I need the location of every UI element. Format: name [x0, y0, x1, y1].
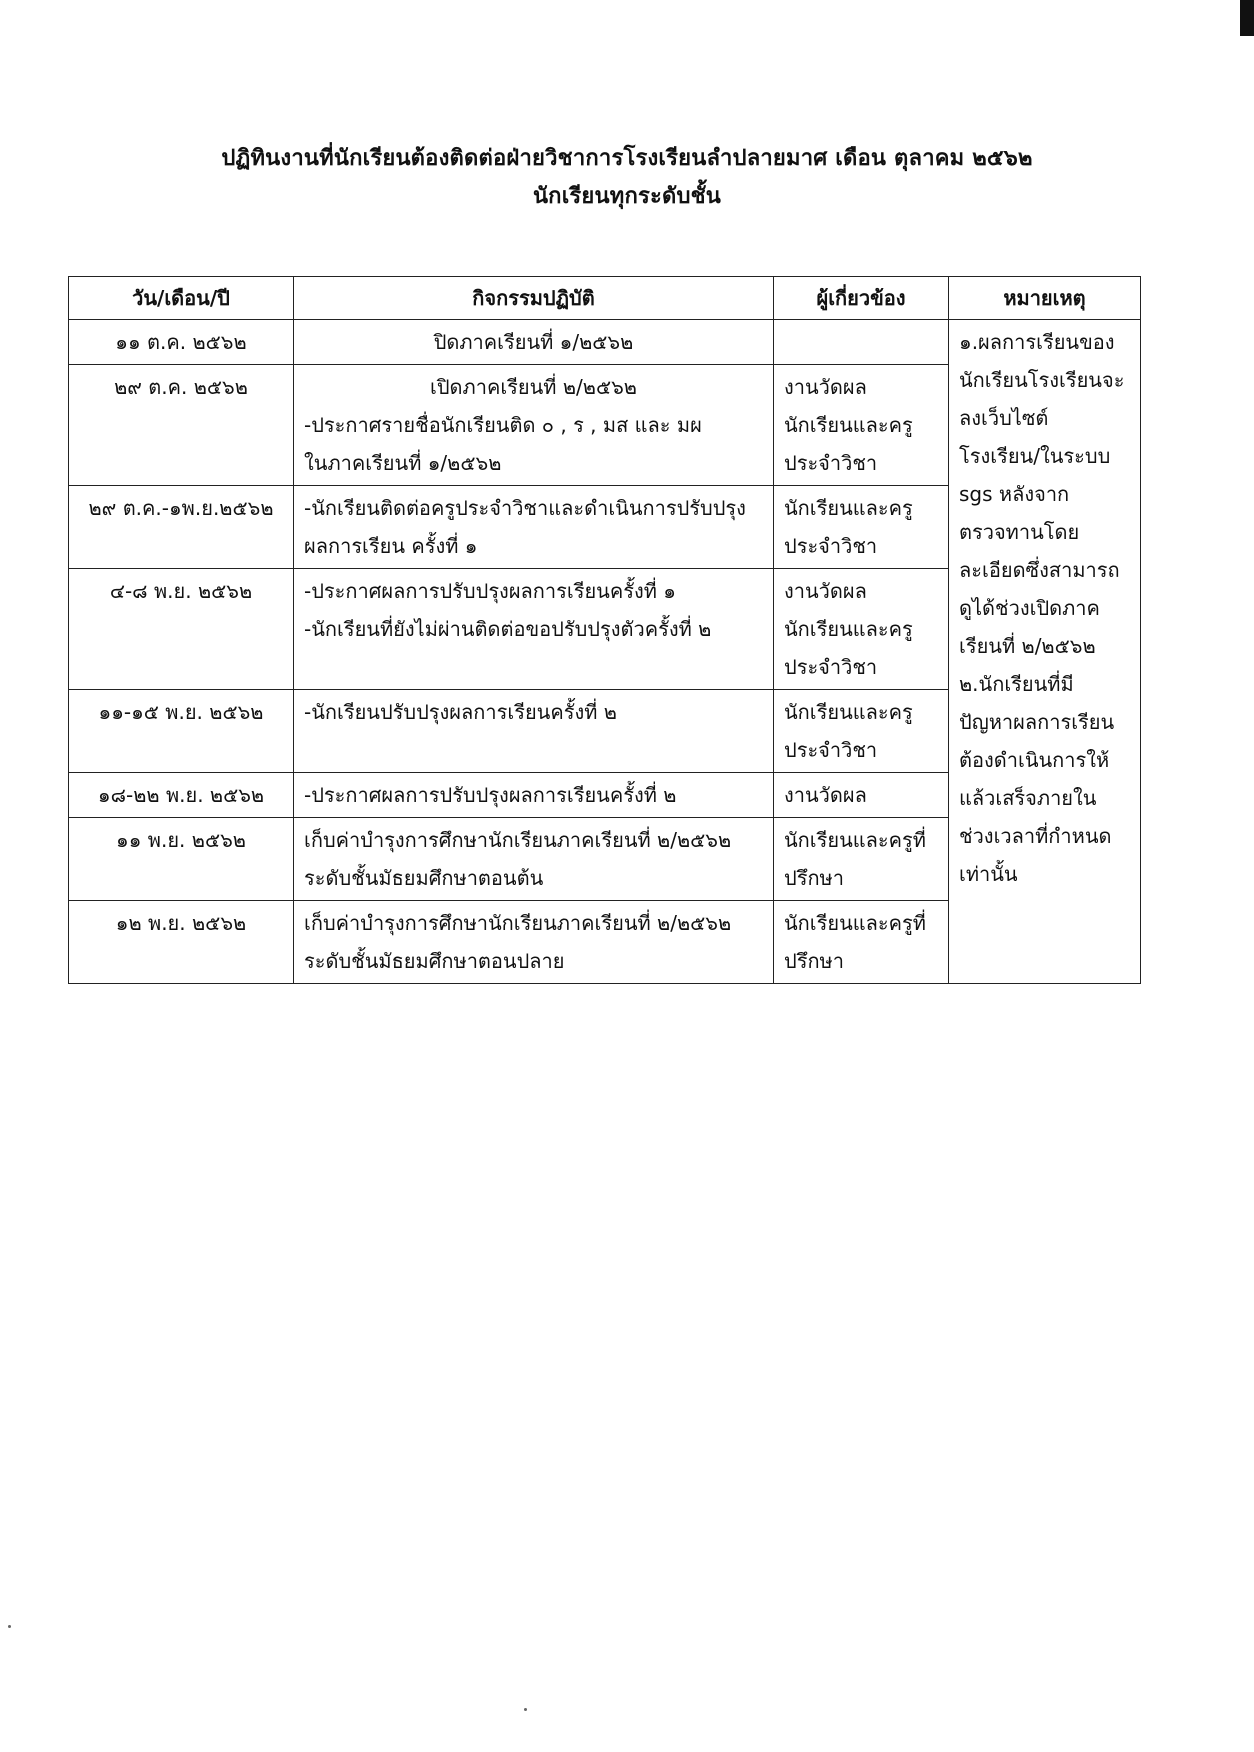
activity-line: เก็บค่าบำรุงการศึกษานักเรียนภาคเรียนที่ ๒/๒๕๖๒ — [304, 911, 732, 935]
row-date: ๑๑ พ.ย. ๒๕๖๒ — [69, 818, 294, 901]
table-row — [69, 320, 1141, 365]
row-date: ๑๘-๒๒ พ.ย. ๒๕๖๒ — [69, 773, 294, 818]
row-date: ๔-๘ พ.ย. ๒๕๖๒ — [69, 569, 294, 690]
responsible-line: งานวัดผล — [784, 783, 867, 807]
note-line: ตรวจทานโดย — [959, 520, 1080, 544]
table-header-row — [69, 277, 1141, 320]
column-header-notes: หมายเหตุ — [949, 277, 1141, 320]
row-activity — [294, 690, 774, 773]
responsible-line: ประจำวิชา — [784, 534, 878, 558]
note-line: ปัญหาผลการเรียน — [959, 710, 1115, 734]
responsible-line: ประจำวิชา — [784, 738, 878, 762]
responsible-line: นักเรียนและครู — [784, 413, 913, 437]
activity-line: -นักเรียนที่ยังไม่ผ่านติดต่อขอปรับปรุงตัวครั้งที่ ๒ — [304, 617, 712, 641]
note-line: ดูได้ช่วงเปิดภาค — [959, 596, 1100, 620]
row-activity — [294, 773, 774, 818]
responsible-line: นักเรียนและครู — [784, 496, 913, 520]
row-responsible — [774, 486, 949, 569]
activity-line: ระดับชั้นมัธยมศึกษาตอนต้น — [304, 866, 544, 890]
row-responsible — [774, 901, 949, 984]
note-line: ละเอียดซึ่งสามารถ — [959, 558, 1120, 582]
document-subtitle: นักเรียนทุกระดับชั้น — [532, 184, 722, 209]
row-responsible — [774, 365, 949, 486]
responsible-line: นักเรียนและครู — [784, 617, 913, 641]
row-responsible — [774, 773, 949, 818]
schedule-table — [68, 276, 1141, 984]
activity-line: -นักเรียนปรับปรุงผลการเรียนครั้งที่ ๒ — [304, 700, 617, 724]
responsible-line: ปรึกษา — [784, 949, 844, 973]
row-date: ๑๑ ต.ค. ๒๕๖๒ — [69, 320, 294, 365]
activity-line: -ประกาศผลการปรับปรุงผลการเรียนครั้งที่ ๒ — [304, 783, 677, 807]
row-responsible — [774, 320, 949, 365]
activity-line: -นักเรียนติดต่อครูประจำวิชาและดำเนินการปรับปรุง — [304, 496, 746, 520]
note-line: เรียนที่ ๒/๒๕๖๒ — [959, 634, 1096, 658]
responsible-line: งานวัดผล — [784, 579, 867, 603]
note-line: ๒.นักเรียนที่มี — [959, 672, 1074, 696]
row-date: ๑๑-๑๕ พ.ย. ๒๕๖๒ — [69, 690, 294, 773]
column-header-responsible: ผู้เกี่ยวข้อง — [774, 277, 949, 320]
responsible-line: นักเรียนและครูที่ — [784, 828, 926, 852]
note-line: เท่านั้น — [959, 862, 1018, 886]
note-line: นักเรียนโรงเรียนจะ — [959, 368, 1125, 392]
scan-speck — [8, 1625, 11, 1628]
responsible-line: งานวัดผล — [784, 375, 867, 399]
row-date: ๒๙ ต.ค. ๒๕๖๒ — [69, 365, 294, 486]
notes-cell — [949, 320, 1141, 984]
activity-line: ในภาคเรียนที่ ๑/๒๕๖๒ — [304, 451, 502, 475]
responsible-line: นักเรียนและครู — [784, 700, 913, 724]
row-responsible — [774, 569, 949, 690]
row-activity — [294, 569, 774, 690]
row-activity — [294, 365, 774, 486]
activity-line: -ประกาศรายชื่อนักเรียนติด ๐ , ร , มส และ มผ — [304, 413, 702, 437]
scan-speck — [524, 1708, 527, 1711]
row-responsible — [774, 818, 949, 901]
column-header-date: วัน/เดือน/ปี — [69, 277, 294, 320]
scan-edge-mark — [1240, 0, 1254, 36]
responsible-line: ประจำวิชา — [784, 451, 878, 475]
column-header-activity: กิจกรรมปฏิบัติ — [294, 277, 774, 320]
activity-line: เก็บค่าบำรุงการศึกษานักเรียนภาคเรียนที่ ๒/๒๕๖๒ — [304, 828, 732, 852]
row-date: ๒๙ ต.ค.-๑พ.ย.๒๕๖๒ — [69, 486, 294, 569]
note-line: โรงเรียน/ในระบบ — [959, 444, 1111, 468]
note-line: ต้องดำเนินการให้ — [959, 748, 1110, 772]
note-line: ลงเว็บไซต์ — [959, 406, 1049, 430]
note-line: sgs หลังจาก — [959, 482, 1070, 506]
document-title: ปฏิทินงานที่นักเรียนต้องติดต่อฝ่ายวิชาการโรงเรียนลำปลายมาศ เดือน ตุลาคม ๒๕๖๒ — [221, 146, 1033, 171]
activity-heading: เปิดภาคเรียนที่ ๒/๒๕๖๒ — [430, 375, 637, 399]
row-activity — [294, 901, 774, 984]
activity-heading: ปิดภาคเรียนที่ ๑/๒๕๖๒ — [433, 330, 634, 354]
note-line: แล้วเสร็จภายใน — [959, 786, 1097, 810]
responsible-line: ปรึกษา — [784, 866, 844, 890]
row-activity — [294, 818, 774, 901]
activity-line: ผลการเรียน ครั้งที่ ๑ — [304, 534, 478, 558]
responsible-line: นักเรียนและครูที่ — [784, 911, 926, 935]
row-activity — [294, 320, 774, 365]
row-activity — [294, 486, 774, 569]
row-date: ๑๒ พ.ย. ๒๕๖๒ — [69, 901, 294, 984]
activity-line: ระดับชั้นมัธยมศึกษาตอนปลาย — [304, 949, 565, 973]
note-line: ๑.ผลการเรียนของ — [959, 330, 1115, 354]
row-responsible — [774, 690, 949, 773]
note-line: ช่วงเวลาที่กำหนด — [959, 824, 1112, 848]
responsible-line: ประจำวิชา — [784, 655, 878, 679]
activity-line: -ประกาศผลการปรับปรุงผลการเรียนครั้งที่ ๑ — [304, 579, 676, 603]
